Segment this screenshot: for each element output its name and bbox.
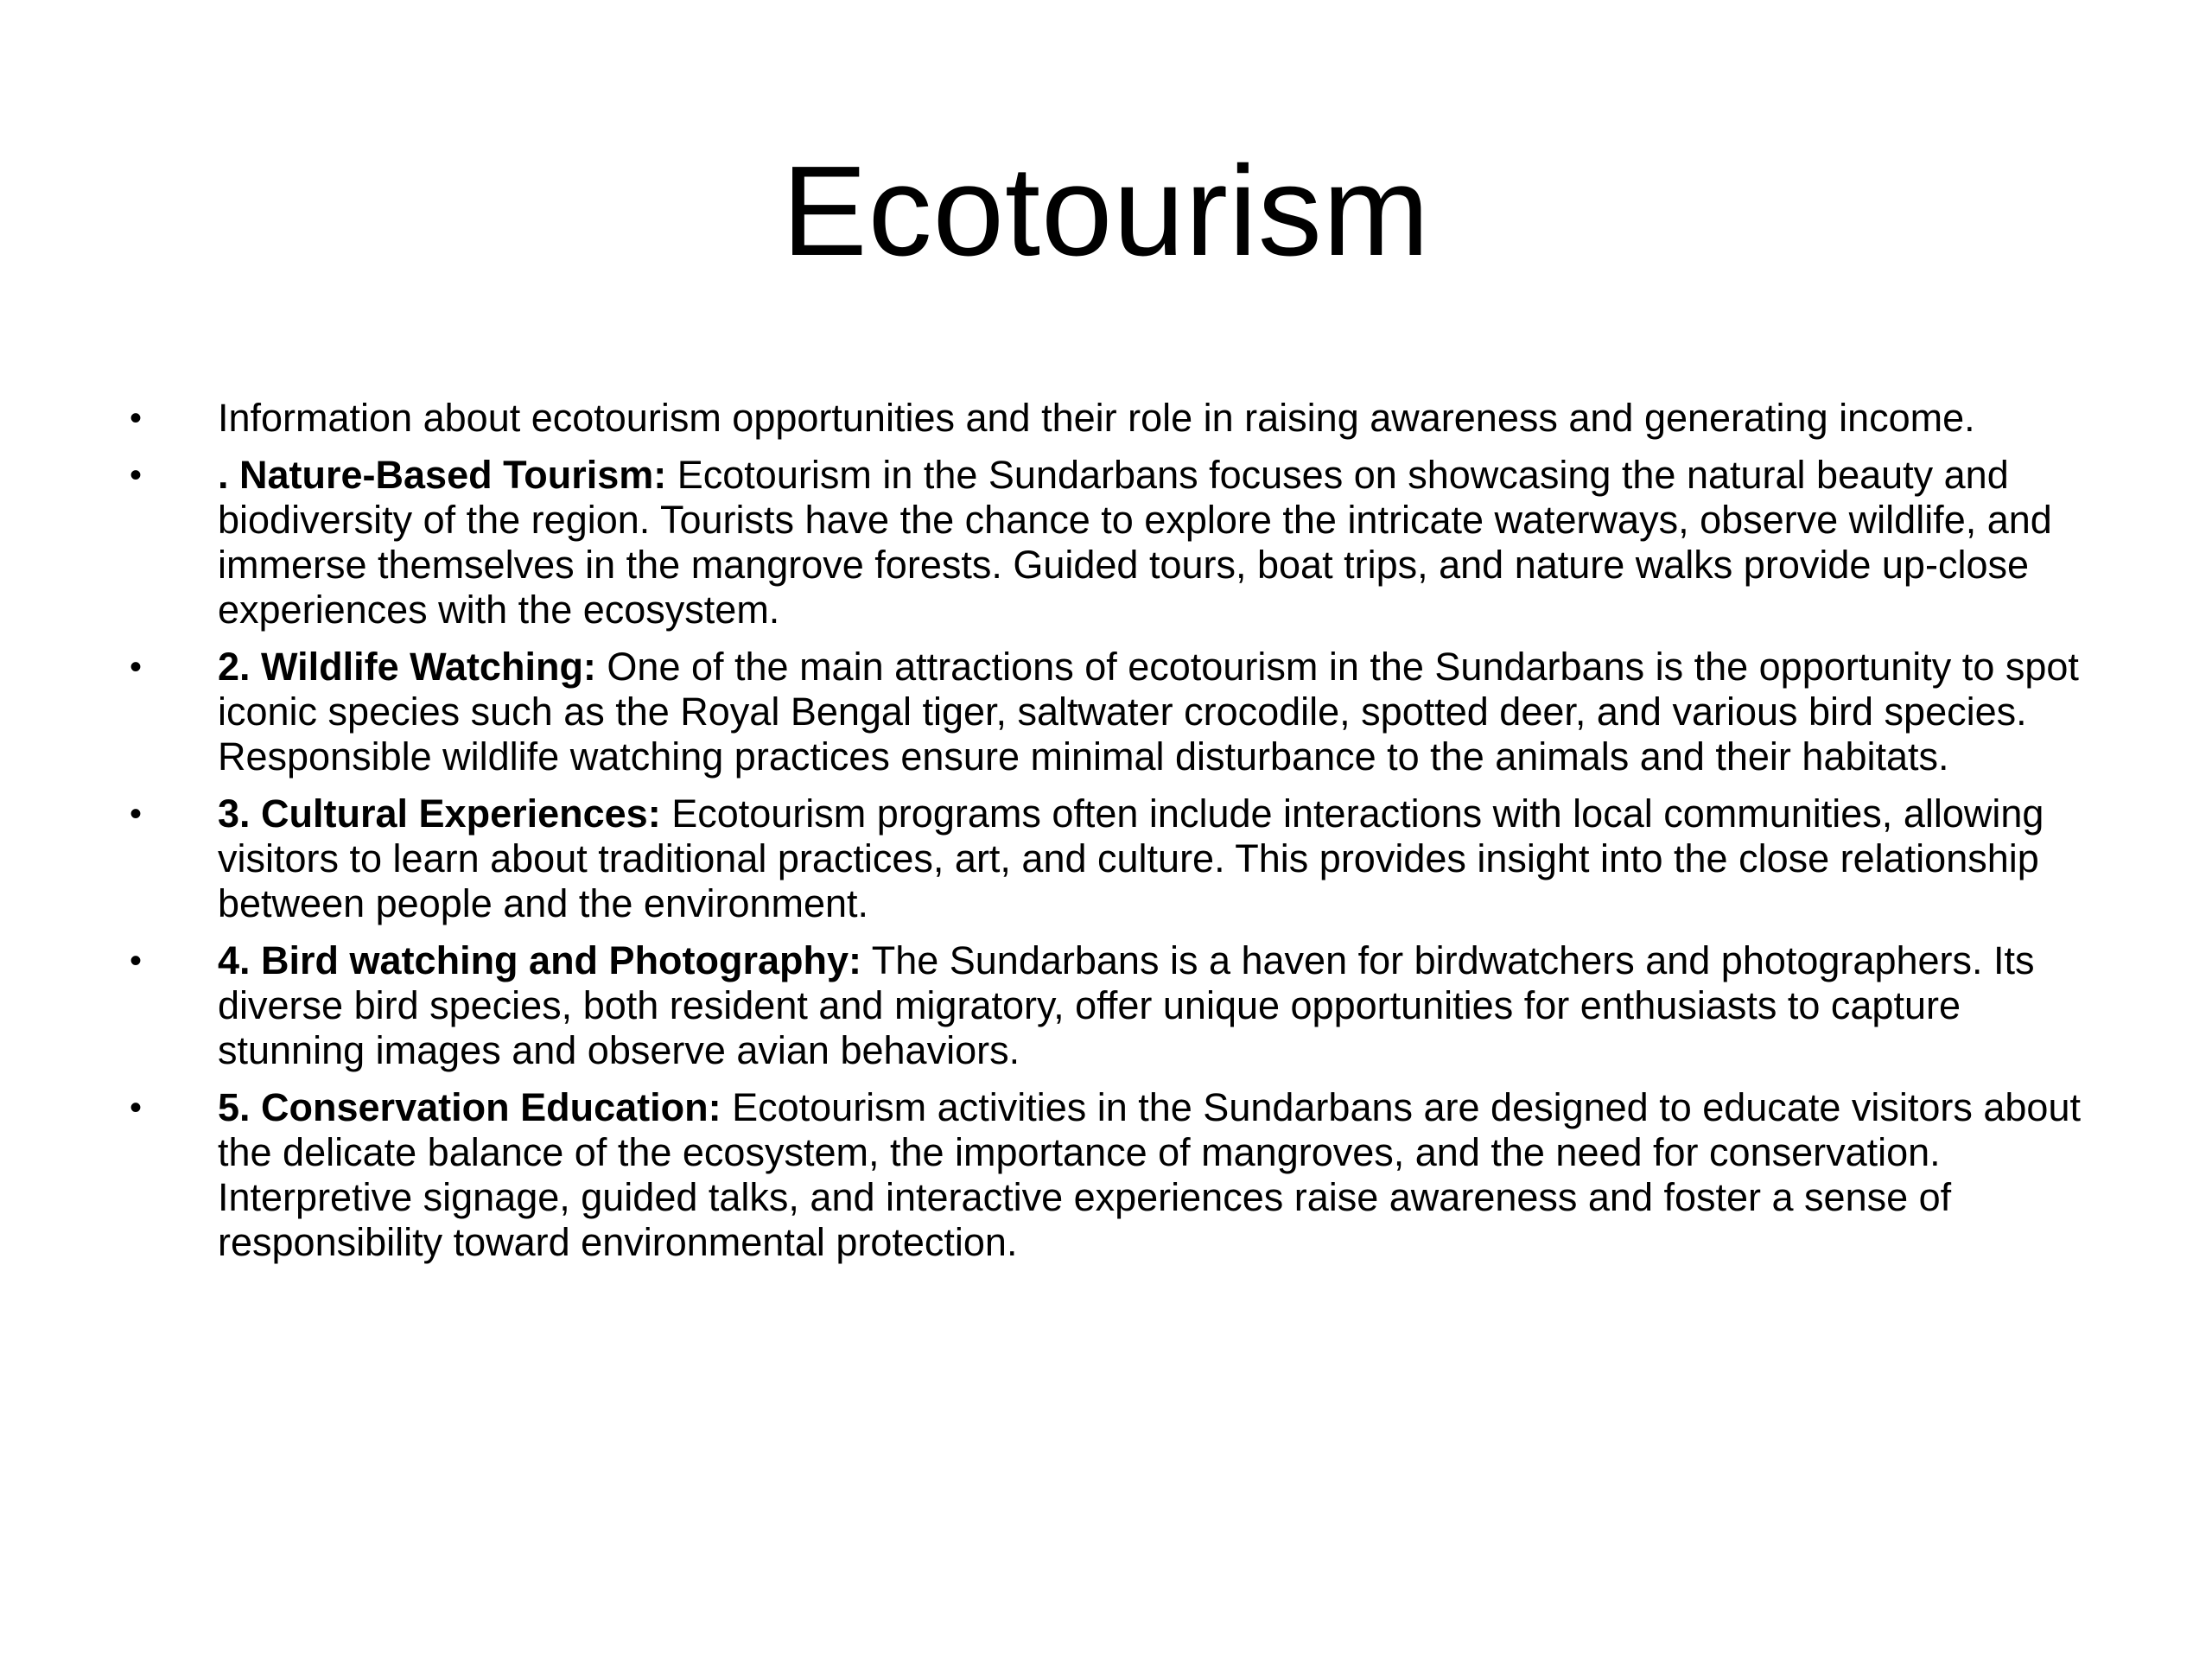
bullet-dot-icon: • bbox=[130, 456, 143, 494]
bullet-dot-icon: • bbox=[130, 399, 143, 437]
bullet-item bbox=[130, 791, 2117, 926]
bullet-dot-icon: • bbox=[130, 648, 143, 686]
slide-title: Ecotourism bbox=[781, 140, 1431, 283]
bullet-text: One of the main attractions of ecotourism in the Sundarbans is the opportunity to spot iconic species such as the Royal Bengal tiger, saltwater crocodile, spotted deer, and various bird species. Responsible wildlife watching practices ensure minimal disturbance to the animals and their habitats. bbox=[218, 645, 2079, 779]
bullet-heading: 4. Bird watching and Photography: bbox=[218, 938, 862, 982]
bullet-dot-icon: • bbox=[130, 942, 143, 980]
bullet-text: Ecotourism in the Sundarbans focuses on showcasing the natural beauty and biodiversity of the region. Tourists have the chance to explore the intricate waterways, observe wildlife, and immerse themselves in the mangrove forests. Guided tours, boat trips, and nature walks provide up-close experiences with the ecosystem. bbox=[218, 453, 2052, 632]
bullet-item bbox=[130, 396, 2117, 441]
bullet-item bbox=[130, 938, 2117, 1073]
bullet-text: The Sundarbans is a haven for birdwatchers and photographers. Its diverse bird species, both resident and migratory, offer unique opportunities for enthusiasts to capture stunning images and observe avian behaviors. bbox=[218, 938, 2035, 1072]
bullet-item bbox=[130, 1085, 2117, 1265]
bullet-heading: 2. Wildlife Watching: bbox=[218, 645, 596, 689]
bullet-heading: 3. Cultural Experiences: bbox=[218, 791, 661, 836]
bullet-dot-icon: • bbox=[130, 1089, 143, 1127]
bullet-heading: . Nature-Based Tourism: bbox=[218, 453, 667, 497]
bullet-item bbox=[130, 645, 2117, 779]
bullet-list bbox=[130, 396, 2117, 1277]
bullet-text: Ecotourism programs often include interactions with local communities, allowing visitors to learn about traditional practices, art, and culture. This provides insight into the close relationship between people and the environment. bbox=[218, 791, 2044, 925]
bullet-item bbox=[130, 453, 2117, 632]
bullet-dot-icon: • bbox=[130, 795, 143, 833]
bullet-text: Information about ecotourism opportunities and their role in raising awareness and generating income. bbox=[218, 396, 1975, 440]
bullet-heading: 5. Conservation Education: bbox=[218, 1085, 721, 1129]
bullet-text: Ecotourism activities in the Sundarbans are designed to educate visitors about the delicate balance of the ecosystem, the importance of mangroves, and the need for conservation. Interpretive signage, guided talks, and interactive experiences raise awareness and foster a sense of responsibility toward environmental protection. bbox=[218, 1085, 2081, 1264]
